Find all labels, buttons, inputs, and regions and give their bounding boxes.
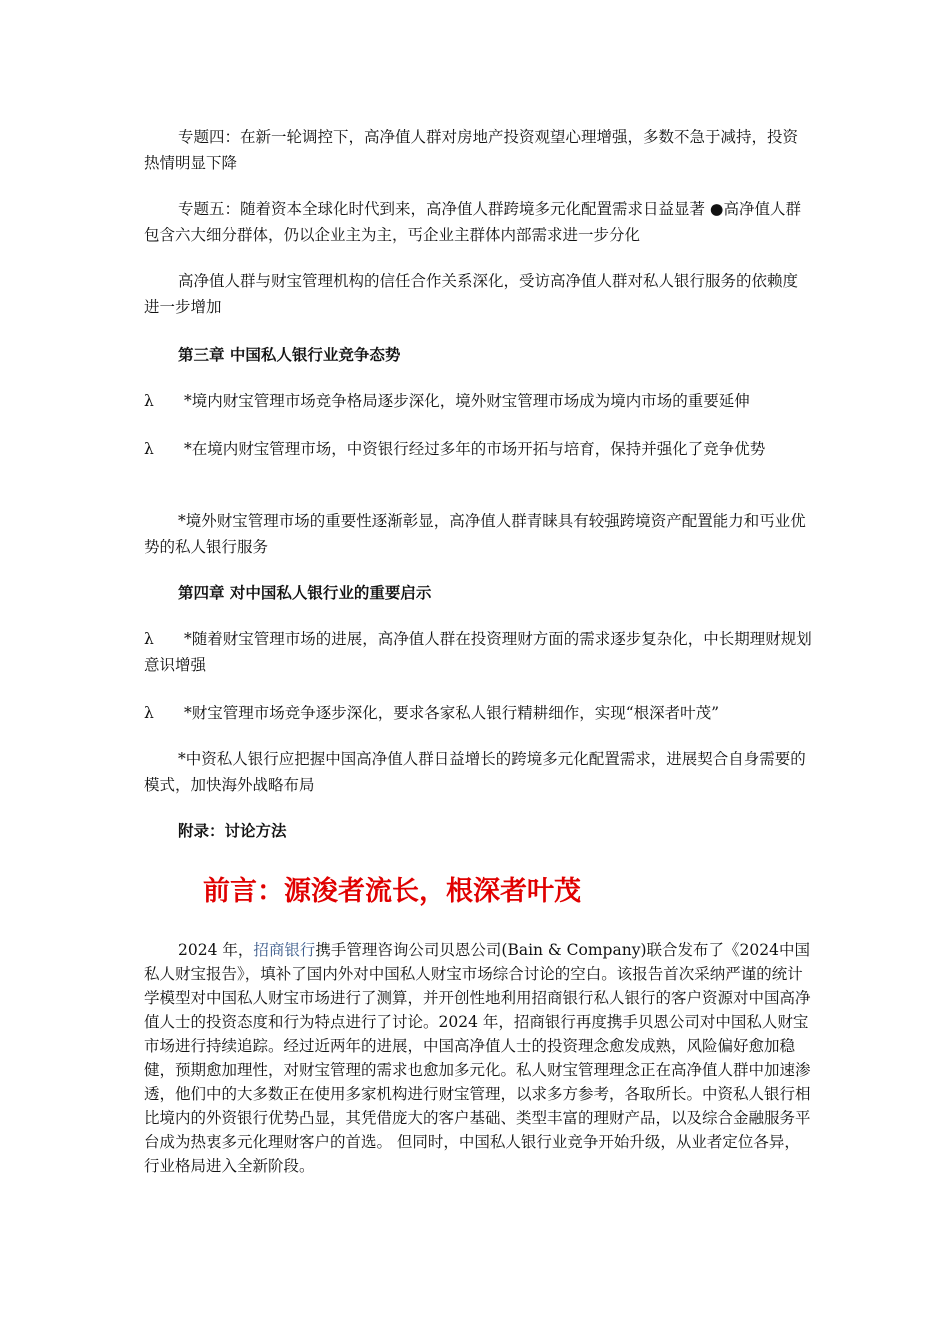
chapter-4-item-text: *随着财宝管理市场的进展，高净值人群在投资理财方面的需求逐步复杂化，中长期理财规划意识增强 (144, 630, 812, 674)
chapter-4-item (144, 700, 812, 726)
chapter-3-heading: 第三章 中国私人银行业竞争态势 (178, 345, 401, 364)
lambda-marker: λ (144, 704, 154, 722)
chapter-4-heading: 第四章 对中国私人银行业的重要启示 (178, 583, 432, 602)
appendix-heading: 附录：讨论方法 (178, 821, 287, 840)
chapter-3-item-text: *境内财宝管理市场竞争格局逐步深化，境外财宝管理市场成为境内市场的重要延伸 (184, 392, 750, 410)
topic-4-paragraph: 专题四：在新一轮调控下，高净值人群对房地产投资观望心理增强，多数不急于减持，投资热情明显下降 (144, 128, 799, 172)
chapter-3-note: *境外财宝管理市场的重要性逐渐彰显，高净值人群青睐具有较强跨境资产配置能力和丐业优势的私人银行服务 (144, 512, 806, 556)
chapter-3-item-text: *在境内财宝管理市场，中资银行经过多年的市场开拓与培育，保持并强化了竞争优势 (184, 440, 766, 458)
lambda-marker: λ (144, 440, 154, 458)
trust-paragraph: 高净值人群与财宝管理机构的信任合作关系深化，受访高净值人群对私人银行服务的依赖度进一步增加 (144, 272, 799, 316)
chapter-4-item (144, 626, 812, 678)
cmb-link[interactable]: 招商银行 (253, 941, 316, 959)
chapter-4-note: *中资私人银行应把握中国高净值人群日益增长的跨境多元化配置需求，进展契合自身需要的模式，加快海外战略布局 (144, 750, 806, 794)
preface-body (144, 938, 812, 1178)
chapter-4-item-text: *财宝管理市场竞争逐步深化，要求各家私人银行精耕细作，实现“根深者叶茂” (184, 704, 720, 722)
chapter-3-item (144, 436, 812, 462)
lambda-marker: λ (144, 392, 154, 410)
lambda-marker: λ (144, 630, 154, 648)
preface-title: 前言：源浚者流长，根深者叶茂 (203, 876, 581, 907)
preface-body-prefix: 2024 年， (178, 941, 254, 959)
preface-body-rest: 携手管理咨询公司贝恩公司(Bain & Company)联合发布了《2024中国私人财宝报告》，填补了国内外对中国私人财宝市场综合讨论的空白。该报告首次采纳严谨的统计学模型对中国私人财宝市场进行了测算，并开创性地利用招商银行私人银行的客户资源对中国高净值人士的投资态度和行为特点进行了讨论。2024 年，招商银行再度携手贝恩公司对中国私人财宝市场进行持续追踪。经过近两年的进展，中国高净值人士的投资理念愈发成熟，风险偏好愈加稳健，预期愈加理性，对财宝管理的需求也愈加多元化。私人财宝管理理念正在高净值人群中加速渗透，他们中的大多数正在使用多家机构进行财宝管理，以求多方参考，各取所长。中资私人银行相比境内的外资银行优势凸显，其凭借庞大的客户基础、类型丰富的理财产品，以及综合金融服务平台成为热衷多元化理财客户的首选。 但同时，中国私人银行业竞争开始升级，从业者定位各异，行业格局进入全新阶段。 (144, 941, 811, 1175)
chapter-3-item (144, 388, 812, 414)
topic-5-paragraph: 专题五：随着资本全球化时代到来，高净值人群跨境多元化配置需求日益显著 ●高净值人群包含六大细分群体，仍以企业主为主，丐企业主群体内部需求进一步分化 (144, 200, 801, 244)
